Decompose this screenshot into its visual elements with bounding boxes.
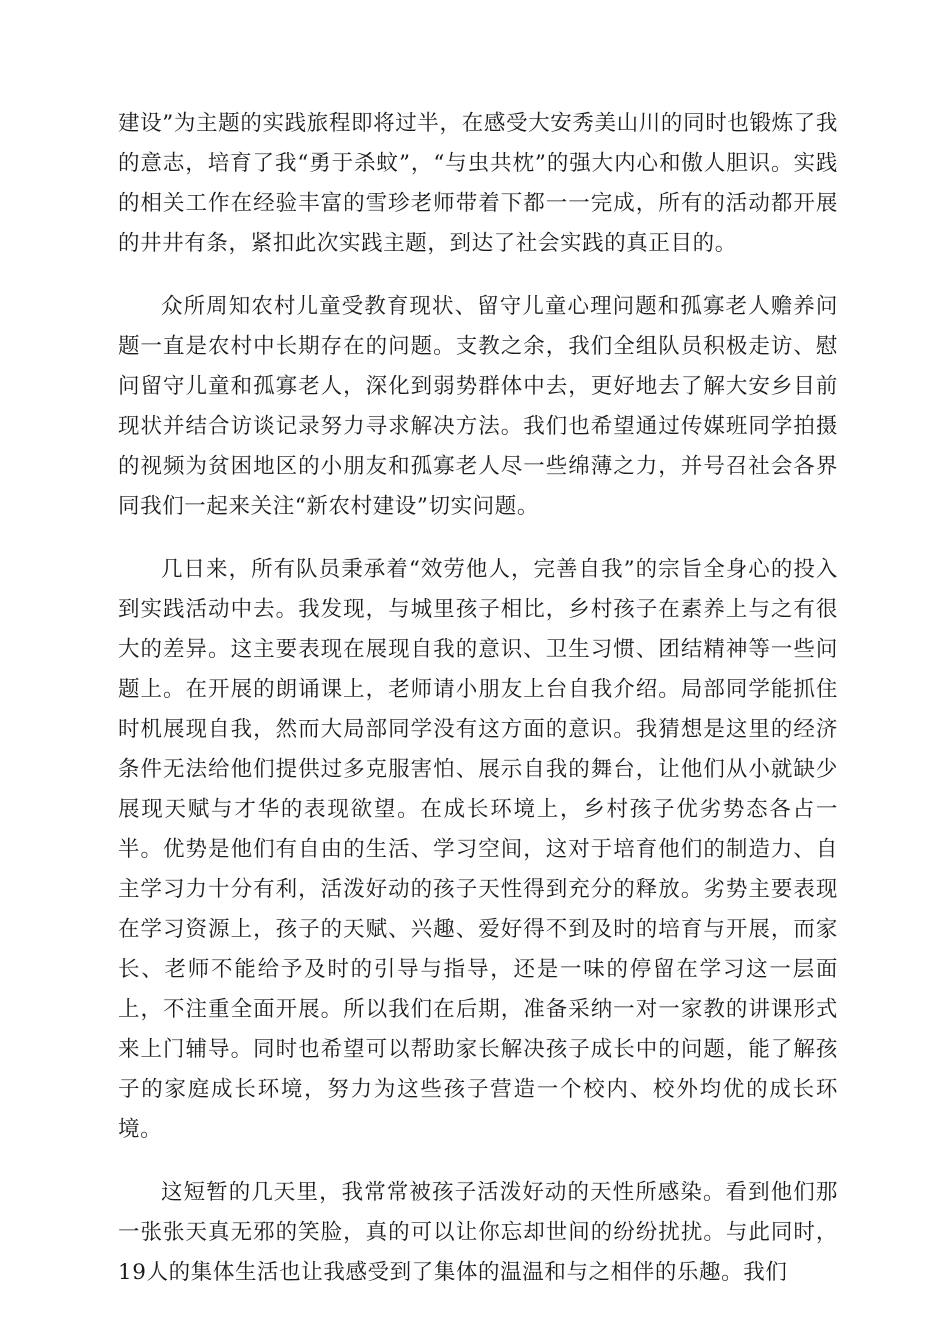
paragraph-1: 建设”为主题的实践旅程即将过半，在感受大安秀美山川的同时也锻炼了我的意志，培育了我“勇于杀蚊”，“与虫共枕”的强大内心和傲人胆识。实践的相关工作在经验丰富的雪珍老师带着下都一一完成，所有的活动都开展的井井有条，紧扣此次实践主题，到达了社会实践的真正目的。 xyxy=(118,111,838,256)
paragraph-4: 这短暂的几天里，我常常被孩子活泼好动的天性所感染。看到他们那一张张天真无邪的笑脸，真的可以让你忘却世间的纷纷扰扰。与此同时，19人的集体生活也让我感受到了集体的温温和与之相伴的乐趣。我们 xyxy=(118,1180,838,1285)
paragraph-2: 众所周知农村儿童受教育现状、留守儿童心理问题和孤寡老人赡养问题一直是农村中长期存在的问题。支教之余，我们全组队员积极走访、慰问留守儿童和孤寡老人，深化到弱势群体中去，更好地去了解大安乡目前现状并结合访谈记录努力寻求解决方法。我们也希望通过传媒班同学拍摄的视频为贫困地区的小朋友和孤寡老人尽一些绵薄之力，并号召社会各界同我们一起来关注“新农村建设”切实问题。 xyxy=(118,294,838,519)
document-body xyxy=(118,104,838,1316)
paragraph-3: 几日来，所有队员秉承着“效劳他人，完善自我”的宗旨全身心的投入到实践活动中去。我发现，与城里孩子相比，乡村孩子在素养上与之有很大的差异。这主要表现在展现自我的意识、卫生习惯、团结精神等一些问题上。在开展的朗诵课上，老师请小朋友上台自我介绍。局部同学能抓住时机展现自我，然而大局部同学没有这方面的意识。我猜想是这里的经济条件无法给他们提供过多克服害怕、展示自我的舞台，让他们从小就缺少展现天赋与才华的表现欲望。在成长环境上，乡村孩子优劣势态各占一半。优势是他们有自由的生活、学习空间，这对于培育他们的制造力、自主学习力十分有利，活泼好动的孩子天性得到充分的释放。劣势主要表现在学习资源上，孩子的天赋、兴趣、爱好得不到及时的培育与开展，而家长、老师不能给予及时的引导与指导，还是一味的停留在学习这一层面上，不注重全面开展。所以我们在后期，准备采纳一对一家教的讲课形式来上门辅导。同时也希望可以帮助家长解决孩子成长中的问题，能了解孩子的家庭成长环境，努力为这些孩子营造一个校内、校外均优的成长环境。 xyxy=(118,557,838,1142)
